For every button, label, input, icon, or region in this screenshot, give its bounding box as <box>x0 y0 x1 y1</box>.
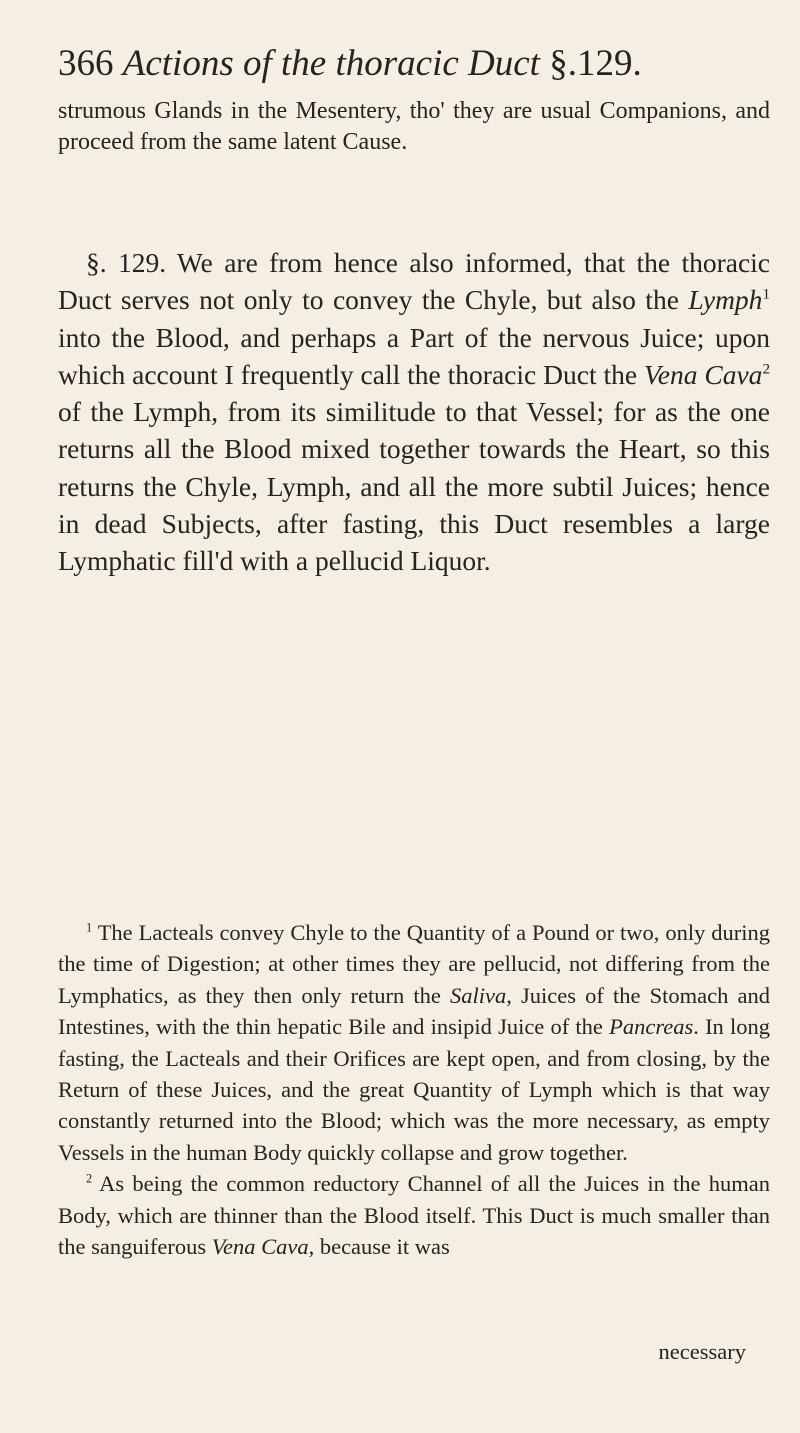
footnote-ref-2: 2 <box>762 361 770 378</box>
saliva-term: Saliva <box>450 982 507 1008</box>
footnote-1-text-3: . In long fasting, the Lacteals and their Orifices are kept open, and from closing, by the Return of these Juices, and the great Quantity of Lymph which is that way constantly returned into the Blood; which was the more necessary, as empty Vessels in the human Body quickly collapse and grow together. <box>58 1014 770 1165</box>
footnote-2 <box>58 1168 770 1262</box>
footnote-1-marker: 1 <box>86 920 93 935</box>
running-title: Actions of the thoracic Duct <box>122 43 540 84</box>
vena-cava-term: Vena Cava <box>644 358 763 390</box>
footnote-1-text-2: , Juices of the Stomach and Intestines, with the thin hepatic Bile and insipid Juice of the <box>58 982 770 1040</box>
paragraph-text-3: of the Lymph, from its similitude to that Vessel; for as the one returns all the Blood mixed together towards the Heart, so this returns the Chyle, Lymph, and all the more subtil Juices; hence in dead Subjects, after fasting, this Duct resembles a large Lymphatic fill'd with a pellucid Liquor. <box>58 396 770 577</box>
footnote-2-text-1: As being the common reductory Channel of all the Juices in the human Body, which are thinner than the Blood itself. This Duct is much smaller than the sanguiferous <box>58 1171 770 1260</box>
section-mark: §. 129. <box>86 247 167 278</box>
continued-paragraph: strumous Glands in the Mesentery, tho' they are usual Companions, and proceed from the same latent Cause. <box>58 98 770 155</box>
footnotes <box>58 917 770 1262</box>
paragraph-text-2: into the Blood, and perhaps a Part of the nervous Juice; upon which account I frequently call the thoracic Duct the <box>58 321 770 390</box>
section-129-paragraph <box>58 244 770 580</box>
header-section-number: §.129. <box>549 43 642 84</box>
footnote-ref-1: 1 <box>762 286 770 303</box>
footnote-2-marker: 2 <box>86 1171 93 1186</box>
paragraph-text-1: We are from hence also informed, that the thoracic Duct serves not only to convey the Chyle, but also the <box>58 247 771 316</box>
footnote-2-text-2: , because it was <box>308 1234 450 1260</box>
footnote-vena-cava-term: Vena Cava <box>211 1234 309 1260</box>
lymph-term: Lymph <box>688 284 763 316</box>
catchword: necessary <box>658 1339 746 1364</box>
footnote-1-text-1: The Lacteals convey Chyle to the Quantity of a Pound or two, only during the time of Digestion; at other times they are pellucid, not differing from the Lymphatics, as they then only return the <box>58 920 770 1008</box>
page-number: 366 <box>58 43 114 84</box>
pancreas-term: Pancreas <box>609 1014 694 1040</box>
running-header <box>58 40 758 88</box>
footnote-1 <box>58 917 770 1168</box>
